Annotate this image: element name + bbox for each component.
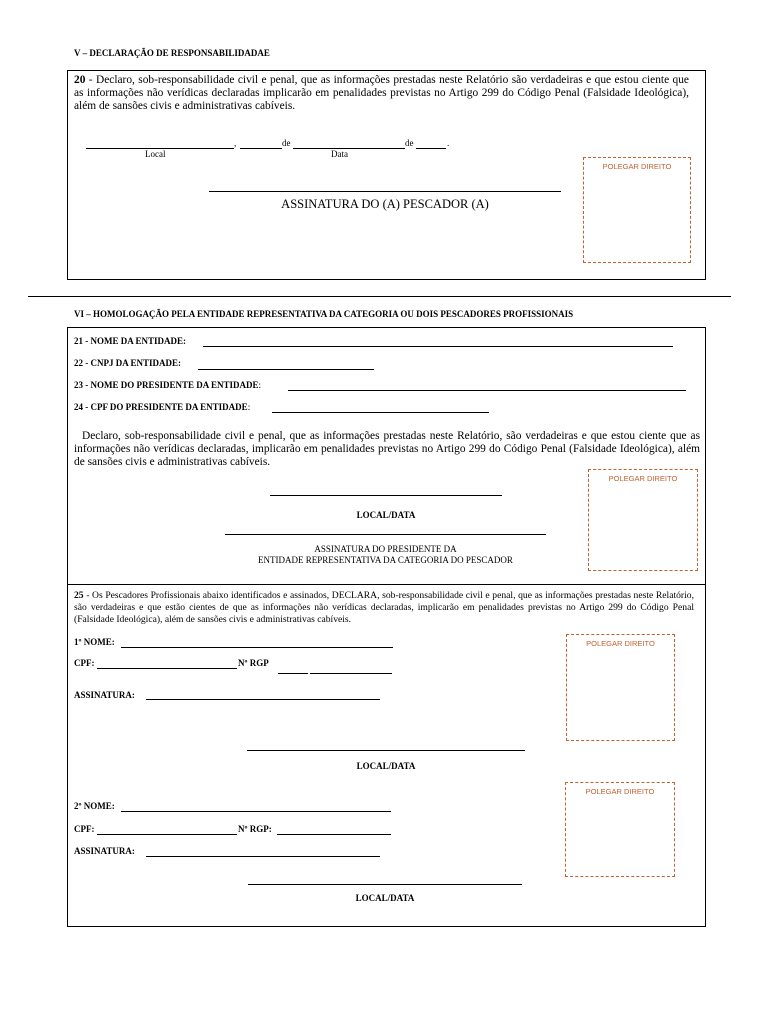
president-signature-line[interactable]: [225, 534, 546, 535]
day-line[interactable]: [240, 148, 282, 149]
entity-local-date-label: LOCAL/DATA: [356, 510, 416, 520]
fisher-1-rgp-line-a[interactable]: [278, 673, 308, 674]
thumbprint-box-3: [566, 634, 675, 741]
fisher-2-local-date-line[interactable]: [248, 884, 522, 885]
section-divider: [28, 296, 731, 297]
fisher-2-signature-label: ASSINATURA:: [74, 846, 135, 856]
fisher-1-cpf-line[interactable]: [97, 668, 237, 669]
comma: ,: [234, 138, 237, 148]
field-23-label: [74, 380, 261, 390]
fisher-2-rgp-label: Nº RGP:: [238, 824, 272, 834]
fisher-1-rgp-label: Nº RGP: [238, 658, 269, 668]
field-22-label: 22 - CNPJ DA ENTIDADE:: [74, 358, 182, 368]
item-25-text: - Os Pescadores Profissionais abaixo identificados e assinados, DECLARA, sob-responsabilidade civil e penal, que as informações prestadas neste Relatório, são verdadeiras e que estão cientes de que as informações não verídicas declaradas, implicarão em penalidades previstas no Artigo 299 do Código Penal (Falsidade Ideológica), além de sansões civis e administrativas cabíveis.: [74, 590, 694, 625]
field-24-label: [74, 402, 250, 412]
local-label: Local: [145, 149, 166, 159]
signature-label-fisher: ASSINATURA DO (A) PESCADOR (A): [281, 197, 489, 211]
thumbprint-label-1: POLEGAR DIREITO: [602, 162, 672, 171]
field-22-line[interactable]: [198, 369, 374, 370]
fisher-1-name-line[interactable]: [121, 647, 393, 648]
month-line[interactable]: [293, 148, 405, 149]
de-label-1: de: [282, 138, 291, 148]
field-21-label: 21 - NOME DA ENTIDADE:: [74, 336, 187, 346]
fisher-1-name-label: 1º NOME:: [74, 637, 115, 647]
fisher-1-local-date-label: LOCAL/DATA: [356, 761, 416, 771]
de-label-2: de: [405, 138, 414, 148]
president-signature-label-1: ASSINATURA DO PRESIDENTE DA: [314, 544, 457, 554]
item-25-number: 25: [74, 590, 84, 601]
data-label: Data: [331, 149, 348, 159]
item-20-declaration: [74, 74, 689, 113]
president-signature-label-2: ENTIDADE REPRESENTATIVA DA CATEGORIA DO PESCADOR: [258, 555, 513, 565]
entity-declaration: Declaro, sob-responsabilidade civil e penal, que as informações prestadas neste Relatório, são verdadeiras e que estou ciente que as informações não verídicas declaradas, implicarão em penalidades previstas no Artigo 299 do Código Penal (Falsidade Ideológica), além de sansões civis e administrativas cabíveis.: [74, 430, 700, 468]
fisher-2-cpf-label: CPF:: [74, 824, 95, 834]
field-23-text: 23 - NOME DO PRESIDENTE DA ENTIDADE: [74, 380, 259, 390]
fisher-2-local-date-label: LOCAL/DATA: [355, 893, 415, 903]
fisher-1-signature-line[interactable]: [146, 699, 380, 700]
entity-local-date-line[interactable]: [270, 495, 502, 496]
thumbprint-box-2: [588, 469, 698, 571]
thumbprint-box-1: [583, 157, 691, 263]
fisher-1-rgp-line-b[interactable]: [310, 673, 392, 674]
fisher-1-signature-label: ASSINATURA:: [74, 690, 135, 700]
fisher-1-cpf-label: CPF:: [74, 658, 95, 668]
field-24-colon: :: [247, 402, 251, 412]
fisher-2-name-line[interactable]: [121, 811, 391, 812]
thumbprint-box-4: [565, 782, 675, 877]
item-20-number: 20: [74, 74, 86, 86]
section-6-title: VI – HOMOLOGAÇÃO PELA ENTIDADE REPRESENTATIVA DA CATEGORIA OU DOIS PESCADORES PROFISSIONAIS: [74, 309, 574, 319]
field-23-line[interactable]: [288, 390, 686, 391]
item-20-text: - Declaro, sob-responsabilidade civil e penal, que as informações prestadas neste Relatório são verdadeiras e que estou ciente que as informações não verídicas declaradas implicarão em penalidades previstas no Artigo 299 do Código Penal (Falsidade Ideológica), além de sansões civis e administrativas cabíveis.: [74, 74, 689, 112]
item-25-declaration: [74, 590, 694, 626]
year-line[interactable]: [416, 148, 446, 149]
field-24-line[interactable]: [272, 412, 489, 413]
period: .: [447, 138, 450, 148]
field-24-text: 24 - CPF DO PRESIDENTE DA ENTIDADE: [74, 402, 248, 412]
fisher-2-name-label: 2º NOME:: [74, 801, 115, 811]
fisher-1-local-date-line[interactable]: [247, 750, 525, 751]
thumbprint-label-3: POLEGAR DIREITO: [586, 639, 655, 648]
field-21-line[interactable]: [203, 346, 673, 347]
thumbprint-label-2: POLEGAR DIREITO: [608, 474, 678, 483]
field-23-colon: :: [258, 380, 262, 390]
thumbprint-label-4: POLEGAR DIREITO: [585, 787, 655, 796]
section-5-title: V – DECLARAÇÃO DE RESPONSABILIDADAE: [74, 48, 270, 58]
fisher-2-rgp-line[interactable]: [277, 834, 391, 835]
fisher-2-signature-line[interactable]: [146, 856, 380, 857]
fisher-2-cpf-line[interactable]: [97, 834, 237, 835]
signature-line-fisher[interactable]: [209, 191, 561, 192]
